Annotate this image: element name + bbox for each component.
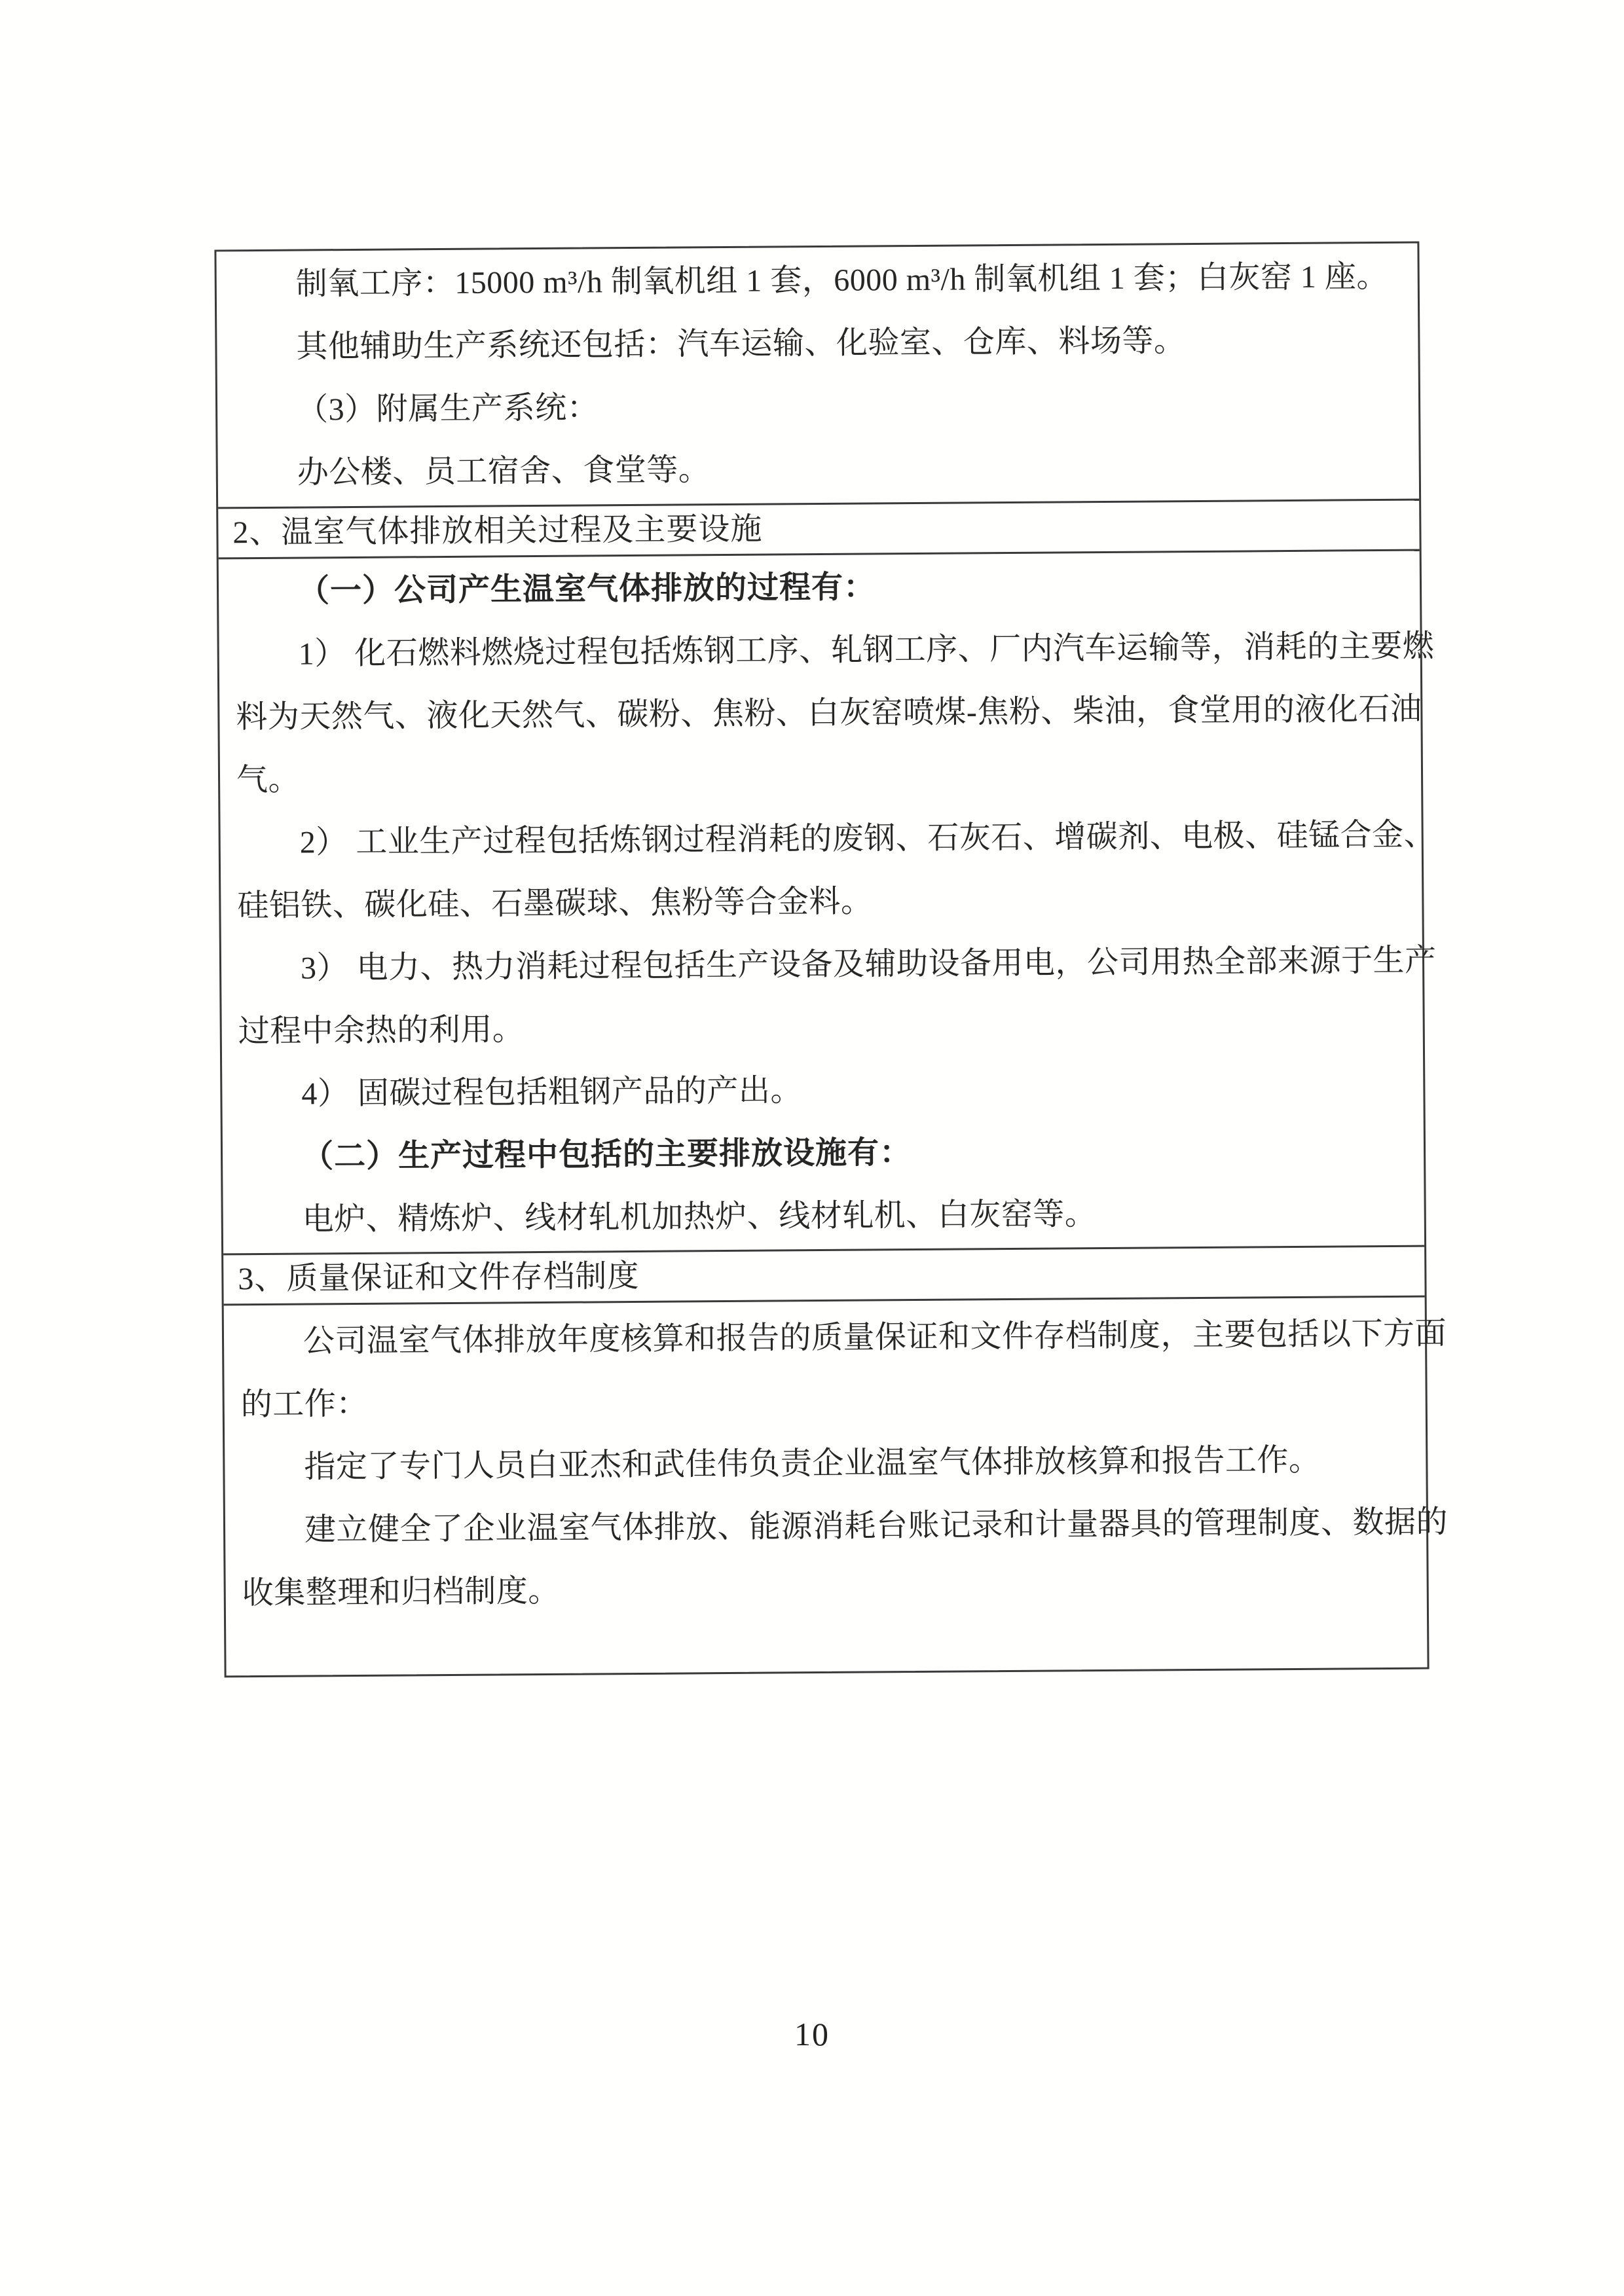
text-line: （一）公司产生温室气体排放的过程有： — [297, 570, 876, 609]
text-line: 公司温室气体排放年度核算和报告的质量保证和文件存档制度，主要包括以下方面 — [303, 1316, 1447, 1359]
text-line: 办公楼、员工宿舍、食堂等。 — [297, 452, 710, 490]
text-line: 料为天然气、液化天然气、碳粉、焦粉、白灰窑喷煤-焦粉、柴油，食堂用的液化石油 — [236, 691, 1422, 735]
text-line: 收集整理和归档制度。 — [242, 1573, 560, 1611]
section3-header-cell — [223, 1245, 1425, 1306]
text-line: 电炉、精炼炉、线材轧机加热炉、线材轧机、白灰窑等。 — [302, 1197, 1097, 1237]
section2-header-text: 2、温室气体排放相关过程及主要设施 — [232, 511, 763, 551]
text-line: 4） 固碳过程包括粗钢产品的产出。 — [301, 1073, 803, 1112]
text-line: 硅铝铁、碳化硅、石墨碳球、焦粉等合金料。 — [237, 884, 873, 924]
text-line: （二）生产过程中包括的主要排放设施有： — [301, 1135, 912, 1175]
section2-content-cell — [219, 551, 1437, 1254]
section3-header-text: 3、质量保证和文件存档制度 — [238, 1258, 640, 1297]
page-number: 10 — [794, 2016, 830, 2052]
text-line: 气。 — [236, 762, 301, 798]
text-line: 过程中余热的利用。 — [238, 1012, 525, 1049]
text-line: 1） 化石燃料燃烧过程包括炼钢工序、轧钢工序、厂内汽车运输等，消耗的主要燃 — [298, 629, 1435, 672]
text-line: 建立健全了企业温室气体排放、能源消耗台账记录和计量器具的管理制度、数据的 — [304, 1504, 1449, 1548]
section2-header-cell — [218, 499, 1420, 560]
text-line: 其他辅助生产系统还包括：汽车运输、化验室、仓库、料场等。 — [296, 323, 1186, 365]
text-line: 的工作： — [240, 1386, 368, 1423]
text-line: 指定了专门人员白亚杰和武佳伟负责企业温室气体排放核算和报告工作。 — [304, 1442, 1321, 1485]
section3-content-cell — [224, 1298, 1449, 1676]
section1-content-cell — [216, 244, 1419, 507]
text-line: （3）附属生产系统： — [296, 390, 599, 428]
text-line: 3） 电力、热力消耗过程包括生产设备及辅助设备用电，公司用热全部来源于生产 — [300, 943, 1437, 986]
report-table — [214, 242, 1449, 1678]
text-line: 制氧工序：15000 m³/h 制氧机组 1 套，6000 m³/h 制氧机组 1 套；白灰窑 1 座。 — [295, 259, 1389, 302]
text-line: 2） 工业生产过程包括炼钢过程消耗的废钢、石灰石、增碳剂、电极、硅锰合金、 — [299, 817, 1436, 860]
